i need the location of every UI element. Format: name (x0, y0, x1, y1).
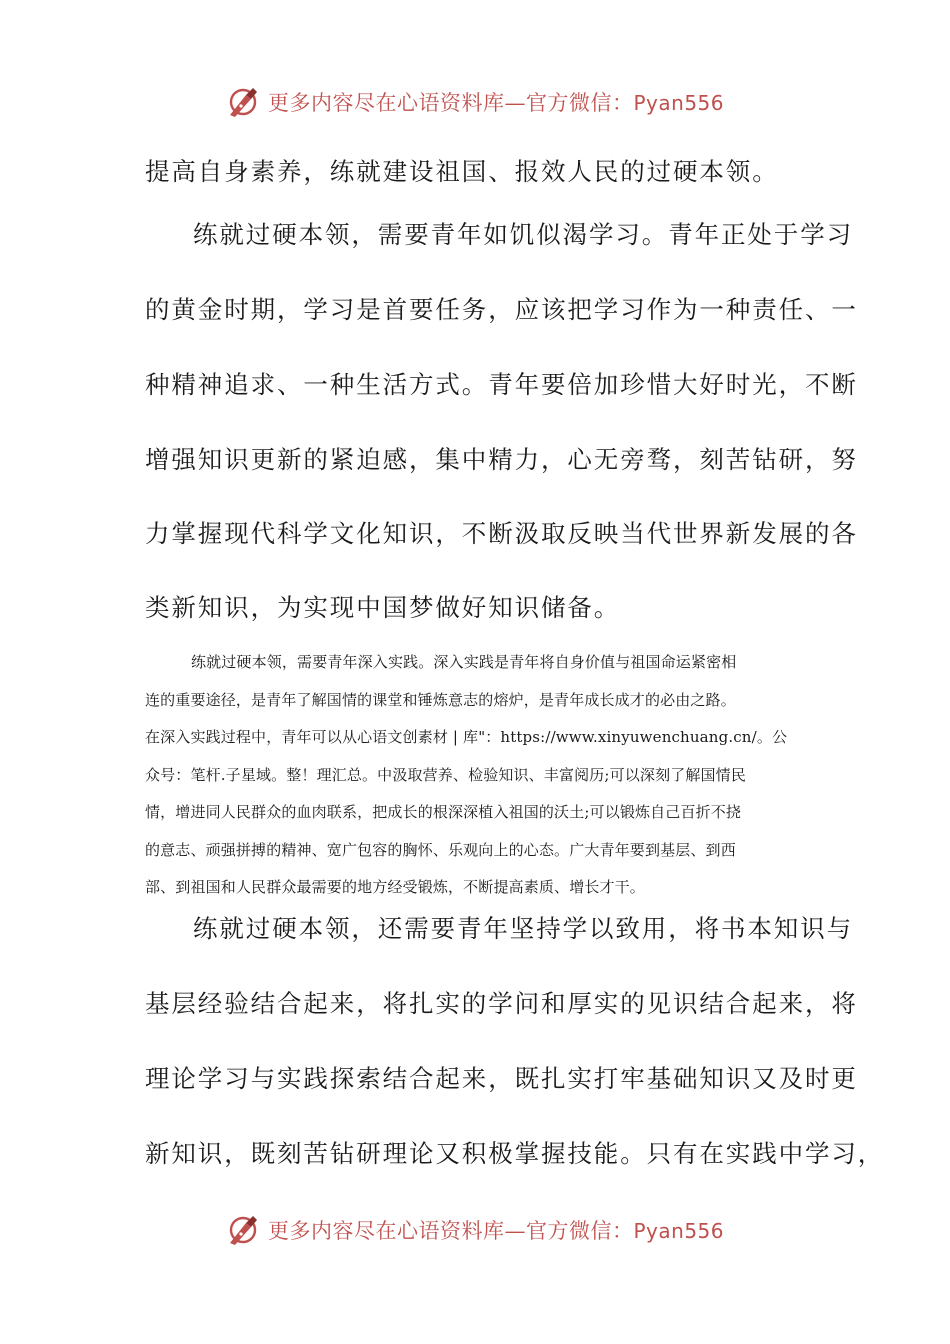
footer-separator: — (504, 1219, 526, 1243)
header-official-text: 官方微信： (525, 91, 634, 115)
paragraph-4-line: 新知识，既刻苦钻研理论又积极掌握技能。只有在实践中学习， (145, 1139, 885, 1168)
paragraph-2-line: 力掌握现代科学文化知识，不断汲取反映当代世界新发展的各 (145, 519, 858, 548)
header-separator: — (504, 91, 526, 115)
footer-official-text: 官方微信： (525, 1219, 634, 1243)
header-wechat-handle: Pyan556 (633, 91, 724, 115)
paragraph-4-line: 练就过硬本领，还需要青年坚持学以致用，将书本知识与 (193, 914, 853, 943)
paragraph-2-line: 类新知识，为实现中国梦做好知识储备。 (145, 593, 621, 622)
paragraph-2-line: 练就过硬本领，需要青年如饥似渴学习。青年正处于学习 (193, 220, 853, 249)
footer-banner-text (268, 1215, 724, 1245)
footer-wechat-handle: Pyan556 (633, 1219, 724, 1243)
paragraph-2-line: 的黄金时期，学习是首要任务，应该把学习作为一种责任、一 (145, 295, 858, 324)
paragraph-2-line: 种精神追求、一种生活方式。青年要倍加珍惜大好时光，不断 (145, 370, 858, 399)
paragraph-1-line: 提高自身素养，练就建设祖国、报效人民的过硬本领。 (145, 157, 779, 186)
paragraph-3-line: 众号：笔杆.子星域。整！理汇总。中汲取营养、检验知识、丰富阅历;可以深刻了解国情民 (145, 765, 746, 784)
paragraph-4-line: 基层经验结合起来，将扎实的学问和厚实的见识结合起来，将 (145, 989, 858, 1018)
pen-nib-circle-icon (226, 85, 260, 119)
paragraph-3-line: 连的重要途径，是青年了解国情的课堂和锤炼意志的熔炉，是青年成长成才的必由之路。 (145, 690, 736, 709)
paragraph-3-line: 在深入实践过程中，青年可以从心语文创素材 | 库"：https://www.xinyuwenchuang.cn/。公 (145, 728, 788, 746)
footer-banner (0, 1210, 950, 1250)
pen-nib-circle-icon (226, 1213, 260, 1247)
paragraph-2-line: 增强知识更新的紧迫感，集中精力，心无旁骛，刻苦钻研，努 (145, 445, 858, 474)
paragraph-3-line: 练就过硬本领，需要青年深入实践。深入实践是青年将自身价值与祖国命运紧密相 (191, 653, 737, 671)
paragraph-4-line: 理论学习与实践探索结合起来，既扎实打牢基础知识又及时更 (145, 1064, 858, 1093)
paragraph-3-line: 部、到祖国和人民群众最需要的地方经受锻炼，不断提高素质、增长才干。 (145, 878, 645, 896)
header-banner-text (268, 87, 724, 117)
paragraph-3 (145, 644, 810, 907)
paragraph-3-line: 的意志、顽强拼搏的精神、宽广包容的胸怀、乐观向上的心态。广大青年要到基层、到西 (145, 840, 736, 859)
paragraph-3-line: 情，增进同人民群众的血肉联系，把成长的根深深植入祖国的沃土;可以锻炼自己百折不挠 (145, 803, 742, 821)
header-banner (0, 82, 950, 122)
header-brand-text: 更多内容尽在心语资料库 (267, 91, 505, 115)
footer-brand-text: 更多内容尽在心语资料库 (267, 1219, 505, 1243)
